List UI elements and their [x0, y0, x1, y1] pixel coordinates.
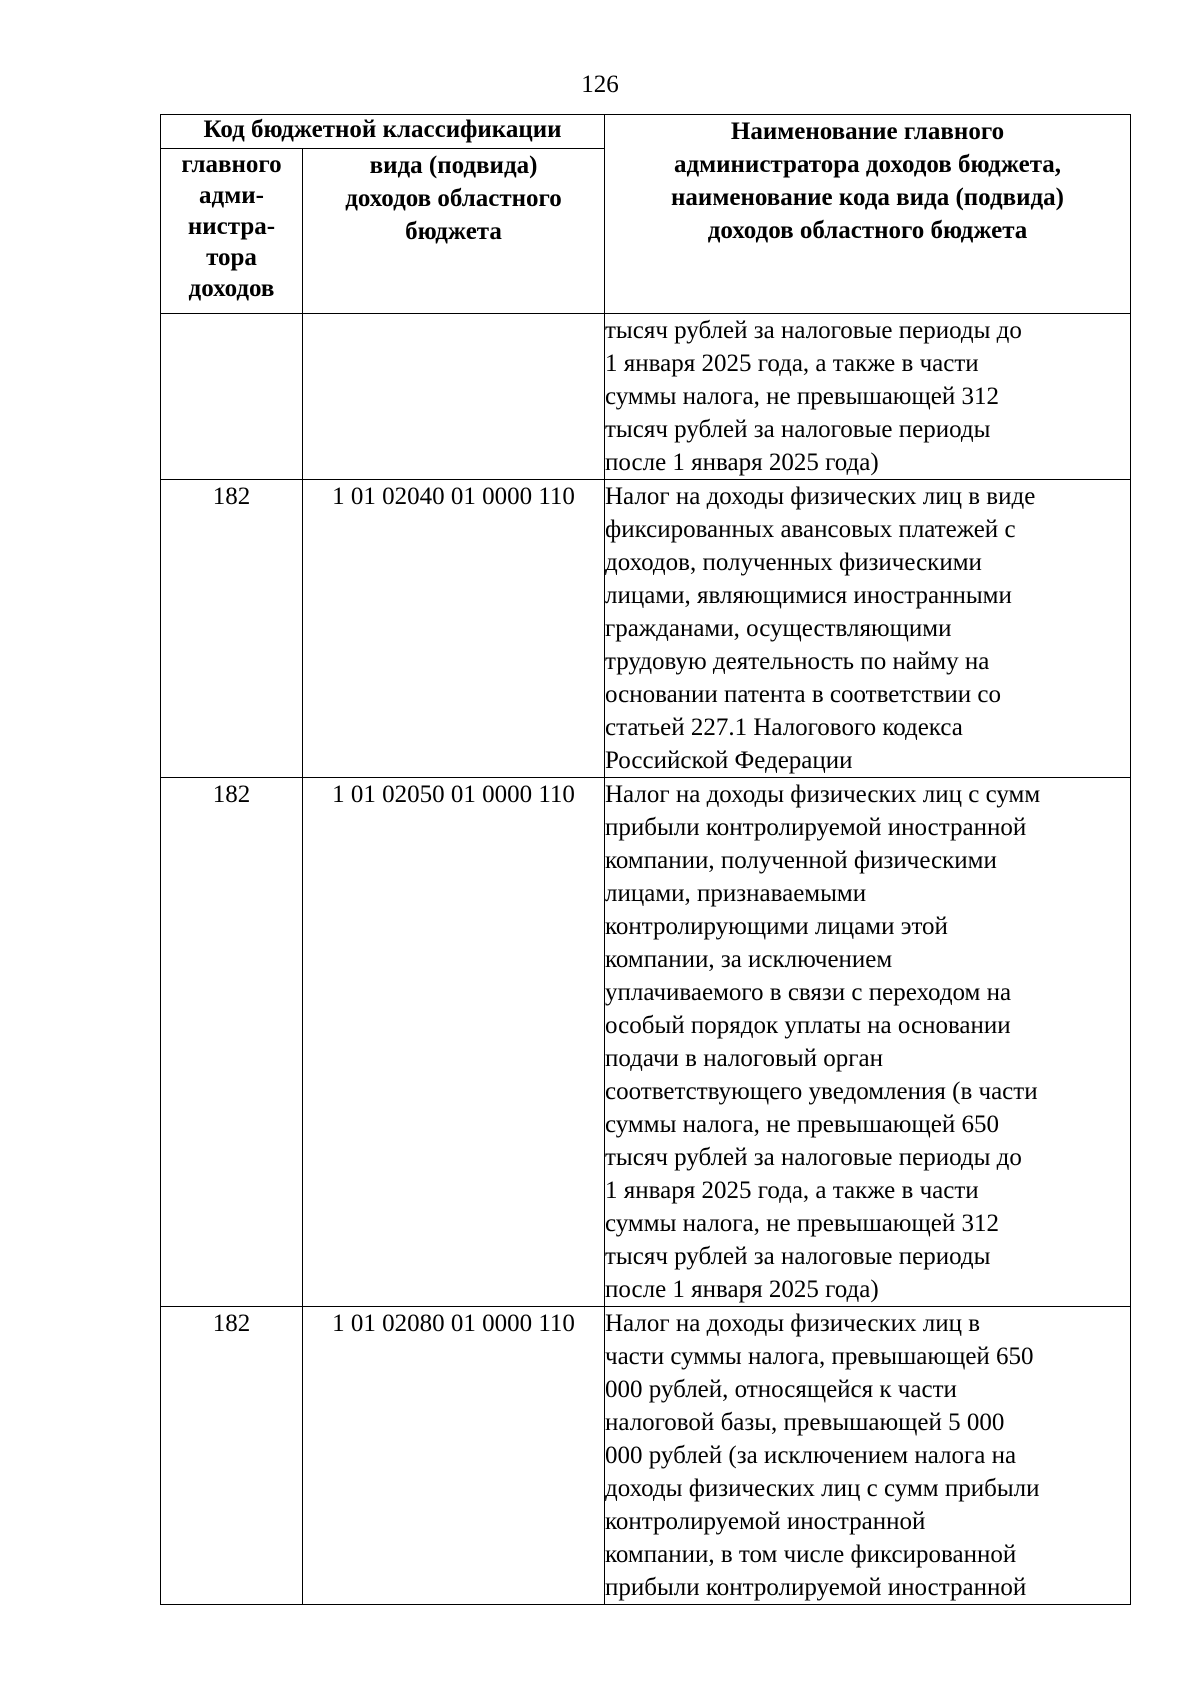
name-line: Российской Федерации — [605, 747, 853, 774]
name-line: суммы налога, не превышающей 312 — [605, 383, 999, 410]
budget-classification-table — [160, 114, 1131, 1605]
name-line: Налог на доходы физических лиц в — [605, 1310, 981, 1337]
name-line: Налог на доходы физических лиц в виде — [605, 483, 1036, 510]
table-row — [161, 314, 1131, 480]
name-line: контролируемой иностранной — [605, 1508, 926, 1535]
header-name-line: доходов областного бюджета — [707, 217, 1028, 244]
name-line: лицами, являющимися иностранными — [605, 582, 1012, 609]
cell-income-name — [605, 314, 1131, 480]
name-line: трудовую деятельность по найму на — [605, 648, 990, 675]
name-line: основании патента в соответствии со — [605, 681, 1002, 708]
name-line: доходов, полученных физическими — [605, 549, 982, 576]
name-line: прибыли контролируемой иностранной — [605, 1574, 1027, 1601]
name-line: 1 января 2025 года, а также в части — [605, 350, 979, 377]
name-line: прибыли контролируемой иностранной — [605, 814, 1027, 841]
name-line: суммы налога, не превышающей 650 — [605, 1111, 999, 1138]
table-row — [161, 1307, 1131, 1605]
name-line: особый порядок уплаты на основании — [605, 1012, 1011, 1039]
name-line: соответствующего уведомления (в части — [605, 1078, 1038, 1105]
name-line: контролирующими лицами этой — [605, 913, 948, 940]
header-name-column — [605, 115, 1131, 314]
cell-admin-code: 182 — [161, 480, 303, 778]
page-number: 126 — [581, 71, 619, 98]
name-line: тысяч рублей за налоговые периоды до — [605, 317, 1022, 344]
cell-admin-code: 182 — [161, 1307, 303, 1605]
header-admin-line: главного — [181, 151, 282, 178]
table-body — [161, 314, 1131, 1605]
header-kind-line: доходов областного — [345, 185, 562, 212]
name-line: части суммы налога, превышающей 650 — [605, 1343, 1034, 1370]
cell-income-code: 1 01 02080 01 0000 110 — [303, 1307, 605, 1605]
table-header — [161, 115, 1131, 314]
name-line: компании, полученной физическими — [605, 847, 997, 874]
name-line: лицами, признаваемыми — [605, 880, 867, 907]
table-row — [161, 480, 1131, 778]
name-line: 000 рублей (за исключением налога на — [605, 1442, 1017, 1469]
header-budget-code-group: Код бюджетной классификации — [161, 115, 605, 149]
cell-income-code — [303, 314, 605, 480]
cell-income-name — [605, 778, 1131, 1307]
header-admin-line: доходов — [188, 275, 275, 302]
header-kind-line: бюджета — [405, 218, 502, 245]
cell-income-name — [605, 1307, 1131, 1605]
name-line: налоговой базы, превышающей 5 000 — [605, 1409, 1005, 1436]
header-row-group — [161, 115, 1131, 149]
name-line: Налог на доходы физических лиц с сумм — [605, 781, 1041, 808]
name-line: тысяч рублей за налоговые периоды до — [605, 1144, 1022, 1171]
cell-admin-code: 182 — [161, 778, 303, 1307]
cell-income-name — [605, 480, 1131, 778]
table-row — [161, 778, 1131, 1307]
header-admin-line: адми- — [199, 182, 264, 209]
name-line: тысяч рублей за налоговые периоды — [605, 1243, 991, 1270]
name-line: после 1 января 2025 года) — [605, 449, 879, 476]
name-line: компании, за исключением — [605, 946, 893, 973]
name-line: после 1 января 2025 года) — [605, 1276, 879, 1303]
name-line: 1 января 2025 года, а также в части — [605, 1177, 979, 1204]
name-line: компании, в том числе фиксированной — [605, 1541, 1017, 1568]
header-name-line: администратора доходов бюджета, — [673, 151, 1062, 178]
name-line: гражданами, осуществляющими — [605, 615, 952, 642]
header-admin-line: тора — [206, 244, 257, 271]
name-line: тысяч рублей за налоговые периоды — [605, 416, 991, 443]
name-line: статьей 227.1 Налогового кодекса — [605, 714, 963, 741]
name-line: подачи в налоговый орган — [605, 1045, 883, 1072]
name-line: 000 рублей, относящейся к части — [605, 1376, 957, 1403]
name-line: фиксированных авансовых платежей с — [605, 516, 1016, 543]
name-line: суммы налога, не превышающей 312 — [605, 1210, 999, 1237]
header-kind-column — [303, 149, 605, 314]
cell-admin-code — [161, 314, 303, 480]
name-line: уплачиваемого в связи с переходом на — [605, 979, 1012, 1006]
header-kind-line: вида (подвида) — [369, 152, 538, 179]
cell-income-code: 1 01 02050 01 0000 110 — [303, 778, 605, 1307]
header-admin-line: нистра- — [187, 213, 276, 240]
header-admin-column — [161, 149, 303, 314]
name-line: доходы физических лиц с сумм прибыли — [605, 1475, 1040, 1502]
header-name-line: Наименование главного — [730, 118, 1005, 145]
cell-income-code: 1 01 02040 01 0000 110 — [303, 480, 605, 778]
header-name-line: наименование кода вида (подвида) — [671, 184, 1064, 211]
